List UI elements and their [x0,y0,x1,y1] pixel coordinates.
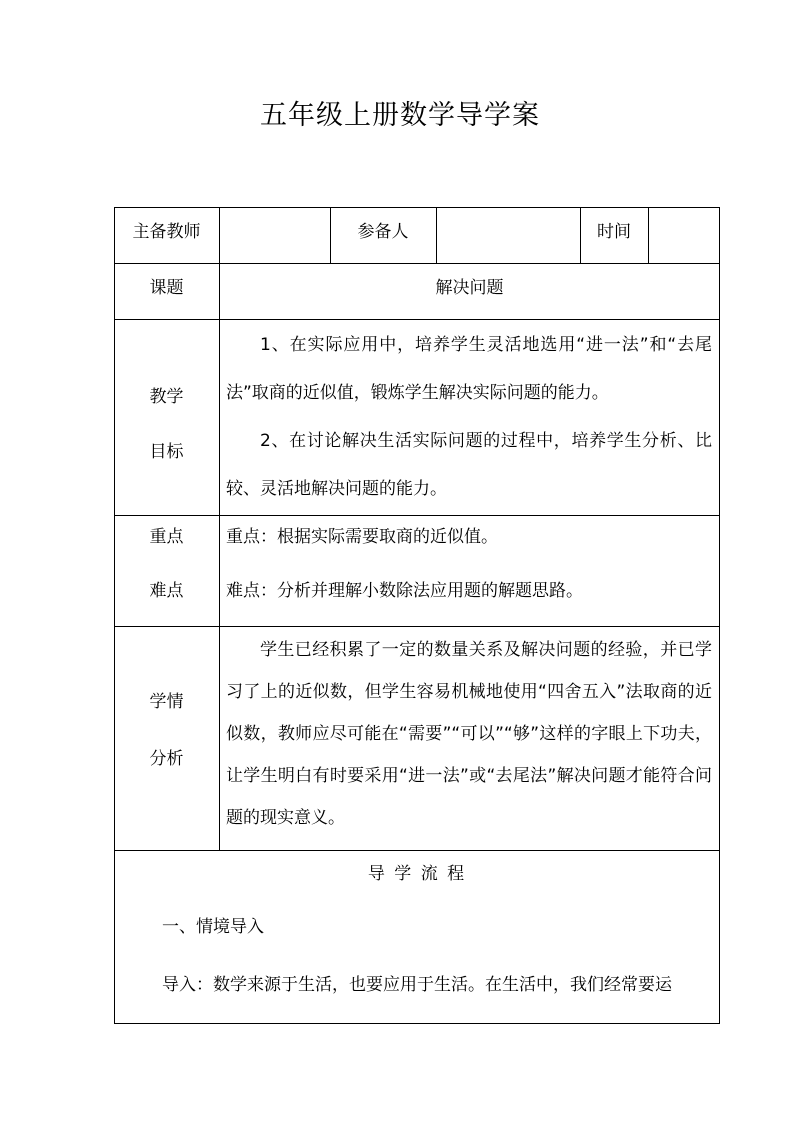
topic-value: 解决问题 [435,278,504,298]
topic-label: 课题 [149,278,184,298]
objectives-content [226,321,712,513]
document-title: 五年级上册数学导学案 [260,100,540,131]
keypoints-label-1: 重点 [149,527,184,547]
objective-item: 1、在实际应用中，培养学生灵活地选用“进一法”和“去尾法”取商的近似值，锻炼学生解决实际问题的能力。 [226,335,712,403]
objectives-label-1: 教学 [149,387,184,407]
table-line [114,626,720,627]
analysis-text: 学生已经积累了一定的数量关系及解决问题的经验，并已学习了上的近似数，但学生容易机械地使用“四舍五入”法取商的近似数，教师应尽可能在“需要”“可以”“够”这样的字眼上下功夫，让学生明白有时要采用“进一法”或“去尾法”解决问题才能符合问题的现实意义。 [226,640,712,828]
difficulty-text: 难点：分析并理解小数除法应用题的解题思路。 [226,581,583,601]
table-line [219,207,220,850]
table-line [114,207,115,1024]
flow-heading: 导 学 流 程 [367,864,467,884]
table-line [648,207,649,263]
teacher-label: 主备教师 [132,222,201,242]
table-line [114,263,720,264]
keypoints-label-2: 难点 [149,581,184,601]
table-line [114,850,720,851]
table-line [114,1023,720,1024]
analysis-label-1: 学情 [149,692,184,712]
objective-item: 2、在讨论解决生活实际问题的过程中，培养学生分析、比较、灵活地解决问题的能力。 [226,431,712,499]
flow-section-title: 一、情境导入 [162,917,264,937]
time-label: 时间 [597,222,631,242]
flow-intro-text: 导入：数学来源于生活，也要应用于生活。在生活中，我们经常要运 [162,975,672,995]
table-line [719,207,720,1024]
analysis-content [226,629,712,839]
table-line [436,207,437,263]
lesson-plan-table [114,207,720,1024]
table-line [114,515,720,516]
participants-label: 参备人 [357,222,409,242]
table-line [114,207,720,208]
objectives-label-2: 目标 [149,442,184,462]
table-line [114,319,720,320]
key-point-text: 重点：根据实际需要取商的近似值。 [226,527,498,547]
analysis-label-2: 分析 [149,749,184,769]
